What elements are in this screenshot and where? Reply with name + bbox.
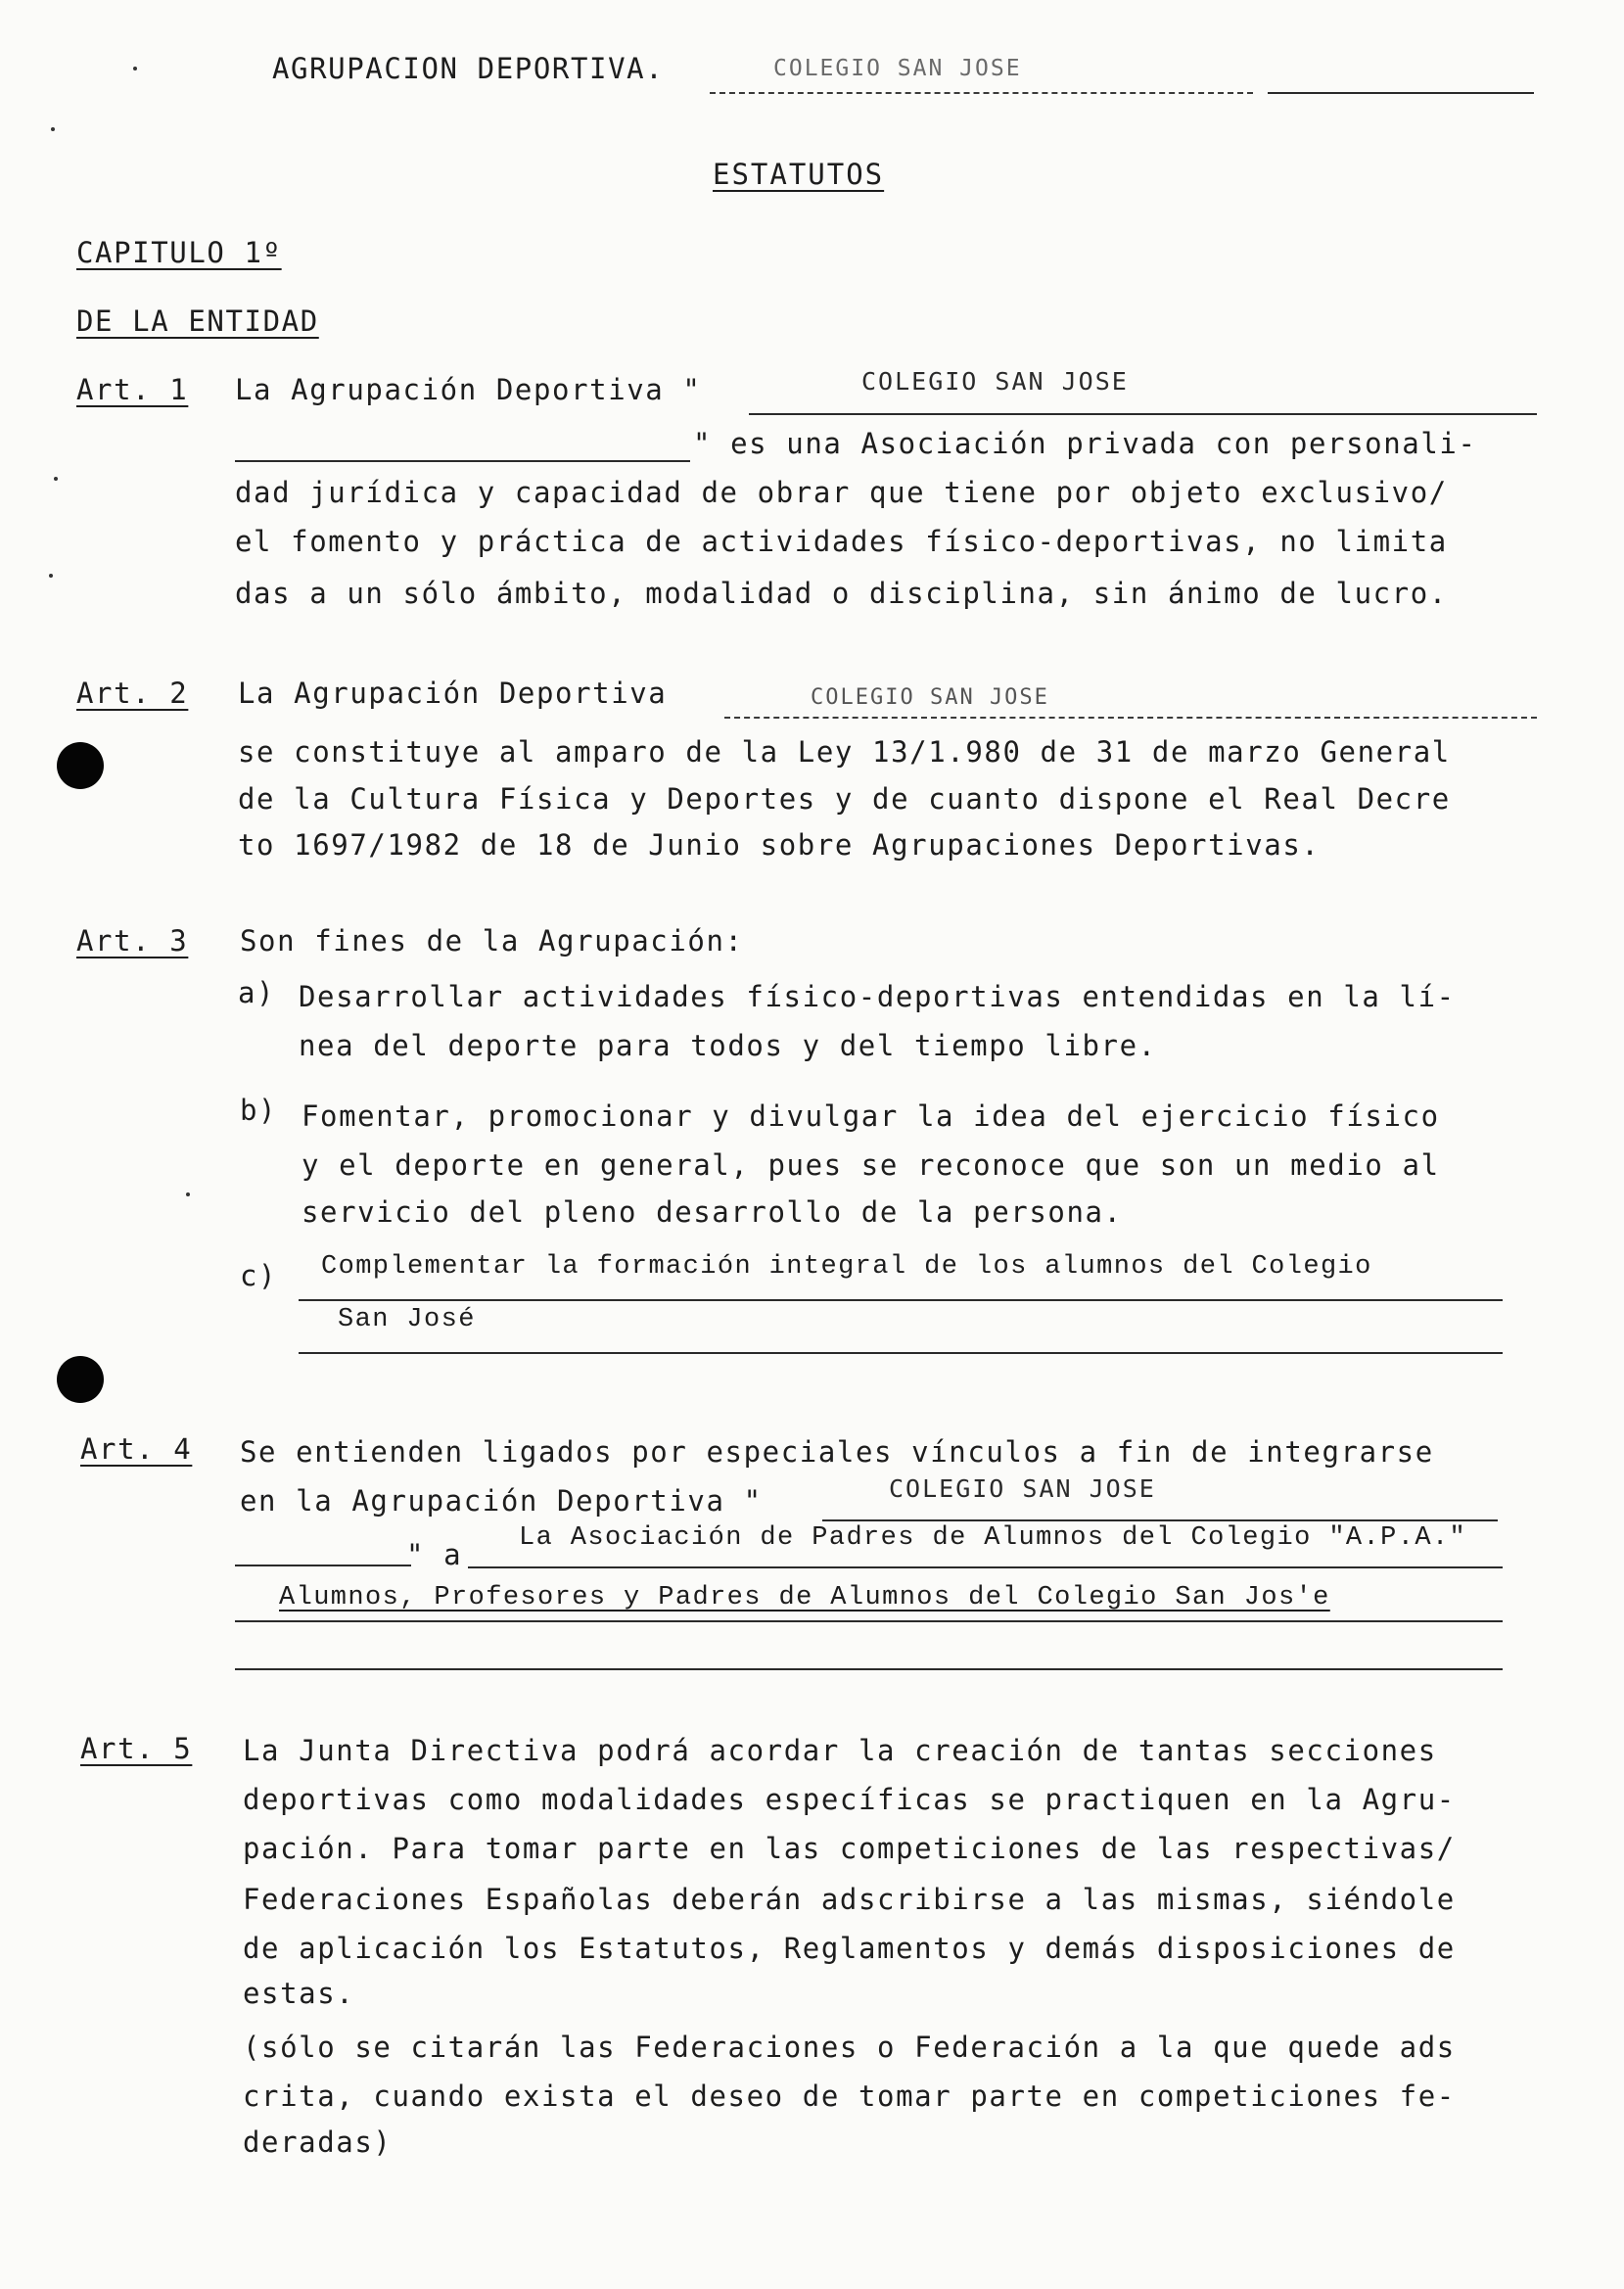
article-4-club-name: COLEGIO SAN JOSE: [889, 1474, 1156, 1503]
article-2-line-2: se constituye al amparo de la Ley 13/1.980 de 31 de marzo General: [238, 735, 1451, 769]
article-3-item-a-marker: a): [238, 976, 276, 1009]
header-label: AGRUPACION DEPORTIVA.: [272, 52, 665, 85]
article-3-item-b-line-3: servicio del pleno desarrollo de la persona.: [302, 1195, 1123, 1229]
article-3-item-c-marker: c): [240, 1259, 278, 1292]
article-2-line-1: La Agrupación Deportiva: [238, 677, 668, 710]
article-2-line-3: de la Cultura Física y Deportes y de cuanto dispone el Real Decre: [238, 782, 1451, 816]
article-5-line-2: deportivas como modalidades específicas se practiquen en la Agru-: [243, 1783, 1456, 1816]
article-4-fill-line-5: [235, 1668, 1503, 1670]
article-2-fill-line: [724, 717, 1537, 719]
article-3-item-a-line-1: Desarrollar actividades físico-deportivas entendidas en la lí-: [299, 980, 1456, 1013]
article-4-fill-line-2: [235, 1565, 411, 1566]
article-3-item-b-line-2: y el deporte en general, pues se reconoce que son un medio al: [302, 1148, 1440, 1182]
speck: [54, 477, 58, 481]
speck: [51, 127, 55, 131]
article-3-item-a-line-2: nea del deporte para todos y del tiempo libre.: [299, 1029, 1157, 1062]
article-1-line-3: dad jurídica y capacidad de obrar que tiene por objeto exclusivo/: [235, 476, 1448, 509]
article-5-line-5: de aplicación los Estatutos, Reglamentos y demás disposiciones de: [243, 1932, 1456, 1965]
article-3-item-b-line-1: Fomentar, promocionar y divulgar la idea del ejercicio físico: [302, 1099, 1440, 1133]
header-underline: [710, 92, 1253, 94]
article-5-line-4: Federaciones Españolas deberán adscribirse a las mismas, siéndole: [243, 1883, 1456, 1916]
header-club-name: COLEGIO SAN JOSE: [773, 56, 1022, 81]
article-4-fill-line-3: [468, 1566, 1503, 1568]
article-3-item-c-fill-1: Complementar la formación integral de los alumnos del Colegio: [321, 1252, 1372, 1282]
article-1-line-5: das a un sólo ámbito, modalidad o disciplina, sin ánimo de lucro.: [235, 577, 1448, 610]
article-1-fill-line: [749, 413, 1537, 415]
speck: [49, 574, 53, 578]
article-3-item-c-fill-line-2: [299, 1352, 1503, 1354]
article-4-label: Art. 4: [80, 1432, 193, 1466]
article-1-fill-line-2: [235, 460, 690, 462]
article-4-line-3: " a: [406, 1538, 463, 1571]
header-underline-right: [1268, 92, 1534, 94]
article-5-note-1: (sólo se citarán las Federaciones o Federación a la que quede ads: [243, 2031, 1456, 2064]
article-4-fill-line-4: [235, 1620, 1503, 1622]
article-3-item-c-fill-line-1: [299, 1299, 1503, 1301]
article-4-line-2: en la Agrupación Deportiva ": [240, 1484, 763, 1518]
article-5-line-3: pación. Para tomar parte en las competiciones de las respectivas/: [243, 1832, 1456, 1865]
article-3-intro: Son fines de la Agrupación:: [240, 924, 744, 958]
article-4-fill-3: Alumnos, Profesores y Padres de Alumnos del Colegio San Jos'e: [279, 1583, 1330, 1612]
article-5-note-3: deradas): [243, 2126, 393, 2159]
speck: [133, 67, 137, 70]
chapter-title: DE LA ENTIDAD: [76, 304, 319, 338]
article-1-label: Art. 1: [76, 373, 189, 406]
article-3-item-b-marker: b): [240, 1094, 278, 1127]
article-5-line-6: estas.: [243, 1977, 355, 2010]
article-4-line-1: Se entienden ligados por especiales vínculos a fin de integrarse: [240, 1435, 1434, 1469]
article-3-item-c-fill-2: San José: [338, 1305, 476, 1334]
article-5-note-2: crita, cuando exista el deseo de tomar parte en competiciones fe-: [243, 2079, 1456, 2113]
article-1-line-1: La Agrupación Deportiva ": [235, 373, 702, 406]
article-5-label: Art. 5: [80, 1732, 193, 1765]
article-5-line-1: La Junta Directiva podrá acordar la creación de tantas secciones: [243, 1734, 1437, 1767]
article-3-label: Art. 3: [76, 924, 189, 958]
article-1-club-name: COLEGIO SAN JOSE: [861, 367, 1129, 396]
document-title: ESTATUTOS: [713, 158, 885, 191]
punch-hole-top: [57, 742, 104, 789]
article-4-fill-2: La Asociación de Padres de Alumnos del Colegio "A.P.A.": [519, 1523, 1467, 1553]
article-1-line-4: el fomento y práctica de actividades físico-deportivas, no limita: [235, 525, 1448, 558]
article-1-line-2: " es una Asociación privada con personali-: [693, 427, 1477, 460]
punch-hole-bottom: [57, 1356, 104, 1403]
article-2-club-name: COLEGIO SAN JOSE: [811, 685, 1049, 710]
article-2-line-4: to 1697/1982 de 18 de Junio sobre Agrupaciones Deportivas.: [238, 828, 1321, 862]
chapter-number: CAPITULO 1º: [76, 236, 282, 269]
speck: [186, 1192, 190, 1196]
article-2-label: Art. 2: [76, 677, 189, 710]
